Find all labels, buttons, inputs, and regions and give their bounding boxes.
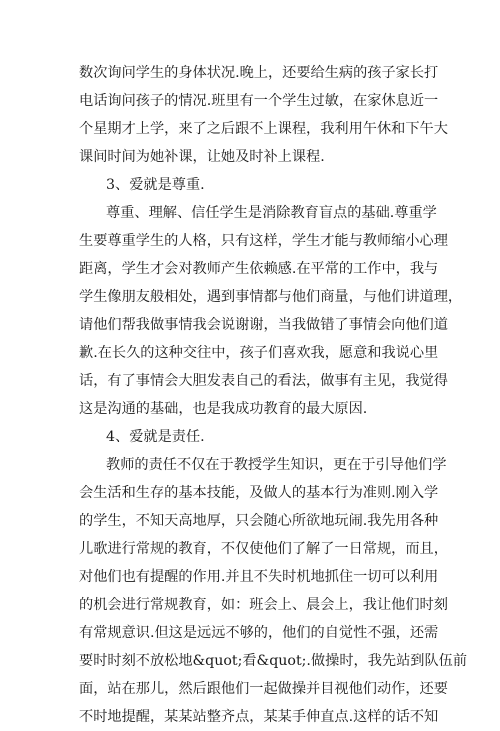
text-line: 距离，学生才会对教师产生依赖感.在平常的工作中，我与 xyxy=(79,261,439,277)
text-line: 对他们也有提醒的作用.并且不失时机地抓住一切可以利用 xyxy=(79,569,439,585)
text-line: 话，有了事情会大胆发表自己的看法，做事有主见，我觉得 xyxy=(79,373,448,389)
section-heading: 4、爱就是责任. xyxy=(106,429,205,445)
text-line: 数次询问学生的身体状况.晚上，还要给生病的孩子家长打 xyxy=(79,65,439,81)
text-line: 这是沟通的基础，也是我成功教育的最大原因. xyxy=(79,401,368,417)
paragraph-first-line: 尊重、理解、信任学生是消除教育盲点的基础.尊重学 xyxy=(106,205,437,221)
text-line: 面，站在那儿，然后跟他们一起做操并目视他们动作，还要 xyxy=(79,681,448,697)
text-line: 儿歌进行常规的教育，不仅使他们了解了一日常规，而且， xyxy=(79,541,448,557)
text-line: 要时时刻不放松地&quot;看&quot;.做操时，我先站到队伍前 xyxy=(79,653,468,669)
text-line: 会生活和生存的基本技能，及做人的基本行为准则.刚入学 xyxy=(79,485,439,501)
text-line: 课间时间为她补课，让她及时补上课程. xyxy=(79,149,325,165)
text-line: 电话询问孩子的情况.班里有一个学生过敏，在家休息近一 xyxy=(79,93,439,109)
text-line: 生要尊重学生的人格，只有这样，学生才能与教师缩小心理 xyxy=(79,233,448,249)
text-line: 歉.在长久的这种交往中，孩子们喜欢我，愿意和我说心里 xyxy=(79,345,439,361)
text-line: 不时地提醒，某某站整齐点，某某手伸直点.这样的话不知 xyxy=(79,709,439,725)
text-line: 的机会进行常规教育，如：班会上、晨会上，我让他们时刻 xyxy=(79,597,448,613)
text-line: 请他们帮我做事情我会说谢谢，当我做错了事情会向他们道 xyxy=(79,317,448,333)
section-heading: 3、爱就是尊重. xyxy=(106,177,205,193)
text-line: 有常规意识.但这是远远不够的，他们的自觉性不强，还需 xyxy=(79,625,439,641)
text-line: 学生像朋友般相处，遇到事情都与他们商量，与他们讲道理， xyxy=(79,289,463,305)
paragraph-first-line: 教师的责任不仅在于教授学生知识，更在于引导他们学 xyxy=(106,457,447,473)
text-line: 个星期才上学，来了之后跟不上课程，我利用午休和下午大 xyxy=(79,121,448,137)
text-line: 的学生，不知天高地厚，只会随心所欲地玩闹.我先用各种 xyxy=(79,513,439,529)
